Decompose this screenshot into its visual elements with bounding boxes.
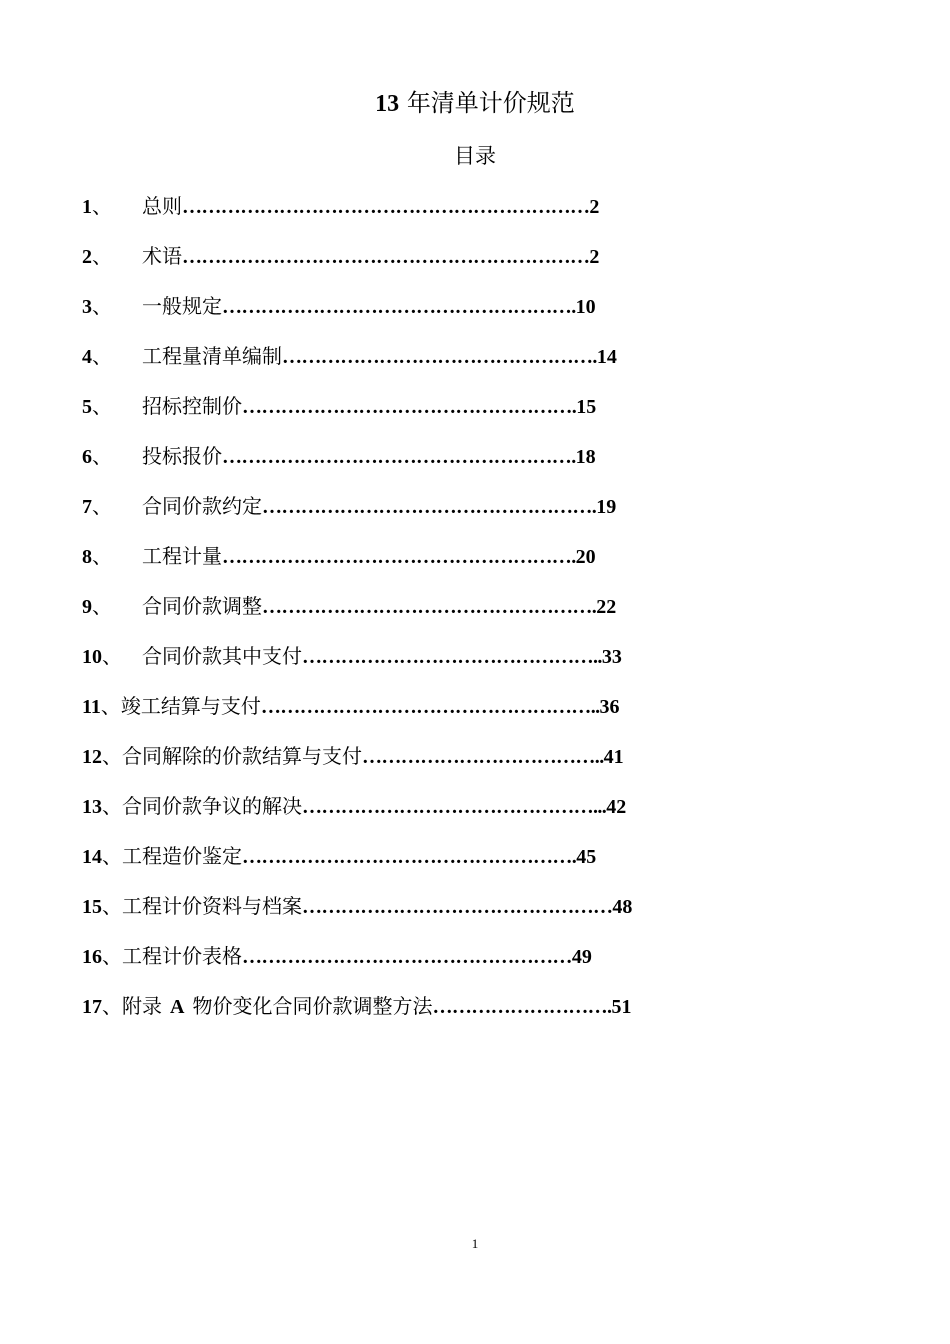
toc-entry-number: 6: [82, 446, 92, 468]
toc-entry-separator: 、: [92, 194, 112, 218]
toc-entry-separator: 、: [92, 444, 112, 468]
toc-entry-leader: ………………………………………………………: [182, 246, 590, 268]
toc-entry-label-appendix-letter: A: [170, 996, 185, 1018]
toc-entry-page: 18: [575, 446, 596, 468]
toc-entry[interactable]: [82, 390, 722, 440]
toc-entry-label: 总则: [142, 194, 182, 218]
toc-entry-separator: 、: [100, 694, 121, 718]
toc-entry-page: 20: [575, 546, 596, 568]
toc-entry-separator: 、: [92, 294, 112, 318]
toc-entry-number: 1: [82, 196, 92, 218]
toc-entry-page: 2: [589, 196, 600, 218]
toc-entry-page: 42: [606, 796, 627, 818]
toc-entry-number: 12: [82, 746, 102, 768]
toc-entry[interactable]: [82, 240, 722, 290]
toc-entry[interactable]: [82, 490, 722, 540]
toc-entry-leader: …………………………………………….: [242, 396, 577, 418]
toc-entry-label: 招标控制价: [142, 394, 242, 418]
toc-entry-separator: 、: [102, 744, 122, 768]
toc-entry-separator: 、: [92, 494, 112, 518]
toc-entry-number: 13: [82, 796, 102, 818]
toc-entry[interactable]: [82, 440, 722, 490]
toc-entry-number: 5: [82, 396, 92, 418]
toc-entry-separator: 、: [102, 944, 122, 968]
toc-entry[interactable]: [82, 740, 722, 790]
toc-entry-separator: 、: [92, 544, 112, 568]
toc-entry[interactable]: [82, 190, 722, 240]
toc-entry-number: 4: [82, 346, 92, 368]
toc-entry[interactable]: [82, 840, 722, 890]
title-text: 年清单计价规范: [406, 89, 575, 117]
toc-entry-separator: 、: [102, 794, 122, 818]
toc-entry-number: 17: [82, 996, 102, 1018]
toc-entry-number: 15: [82, 896, 102, 918]
toc-entry[interactable]: [82, 690, 722, 740]
toc-entry-page: 41: [603, 746, 624, 768]
toc-entry[interactable]: [82, 640, 722, 690]
toc-entry-page: 22: [596, 596, 617, 618]
toc-entry-label: 合同价款调整: [142, 594, 262, 618]
toc-entry-page: 14: [596, 346, 617, 368]
toc-entry-number: 8: [82, 546, 92, 568]
toc-entry-page: 15: [576, 396, 597, 418]
toc-entry-number: 10: [82, 646, 102, 668]
toc-entry-label: 一般规定: [142, 294, 222, 318]
toc-entry-separator: 、: [102, 894, 122, 918]
toc-entry-number: 14: [82, 846, 102, 868]
toc-entry-page: 10: [575, 296, 596, 318]
toc-entry-leader: ………………………………………….: [282, 346, 597, 368]
document-title: [0, 86, 950, 121]
toc-entry-label: 工程计量: [142, 544, 222, 568]
toc-entry-label: 竣工结算与支付: [120, 694, 261, 718]
toc-entry-leader: ……………………………………………..: [260, 696, 600, 718]
toc-entry-separator: 、: [92, 244, 112, 268]
toc-entry-label: 工程计价表格: [122, 944, 242, 968]
toc-entry-page: 2: [589, 246, 600, 268]
toc-entry-leader: …………………………………………: [302, 896, 613, 918]
toc-entry-page: 36: [599, 696, 620, 718]
toc-entry[interactable]: [82, 990, 722, 1040]
toc-entry-leader: ……………………………………………….: [222, 546, 576, 568]
toc-entry-separator: 、: [92, 344, 112, 368]
toc-entry-leader: ………………………………………..: [302, 646, 602, 668]
toc-entry-leader: …………………………………………….: [262, 596, 597, 618]
toc-entry-label: 工程量清单编制: [142, 344, 282, 368]
toc-entry-label: 合同价款争议的解决: [122, 794, 302, 818]
toc-entry-leader: ………………………………………...: [302, 796, 607, 818]
toc-entry-separator: 、: [102, 844, 122, 868]
toc-entry[interactable]: [82, 940, 722, 990]
toc-entry-number: 3: [82, 296, 92, 318]
toc-entry-label: 工程计价资料与档案: [122, 894, 302, 918]
toc-entry-leader: ……………………………………………….: [222, 446, 576, 468]
toc-entry[interactable]: [82, 340, 722, 390]
toc-entry[interactable]: [82, 590, 722, 640]
toc-entry-number: 11: [82, 696, 101, 718]
toc-entry-label: 工程造价鉴定: [122, 844, 242, 868]
toc-entry-number: 7: [82, 496, 92, 518]
toc-entry-leader: …………………………………………….: [242, 846, 577, 868]
toc-entry-page: 33: [601, 646, 622, 668]
toc-entry[interactable]: [82, 890, 722, 940]
toc-entry-label: 合同价款其中支付: [142, 644, 302, 668]
toc-entry-leader: ………………………………..: [362, 746, 604, 768]
toc-entry-separator: 、: [92, 394, 112, 418]
toc-entry-separator: 、: [102, 644, 122, 668]
toc-entry-leader: ……………………………………………: [242, 946, 572, 968]
toc-entry-separator: 、: [92, 594, 112, 618]
toc-entry-page: 49: [571, 946, 592, 968]
toc-entry-label: 物价变化合同价款调整方法: [192, 994, 433, 1018]
toc-entry[interactable]: [82, 290, 722, 340]
toc-entry-leader: ……………………………………………….: [222, 296, 576, 318]
toc-entry-page: 19: [596, 496, 617, 518]
toc-heading: 目录: [454, 144, 496, 168]
toc-entry-label: 合同价款约定: [142, 494, 262, 518]
toc-entry[interactable]: [82, 790, 722, 840]
toc-entry-page: 45: [576, 846, 597, 868]
toc-entry-page: 51: [611, 996, 632, 1018]
toc-entry-label: 合同解除的价款结算与支付: [122, 744, 362, 768]
toc-entry-label: 术语: [142, 244, 182, 268]
title-number: 13: [375, 91, 400, 117]
table-of-contents: [82, 190, 722, 1040]
toc-entry-separator: 、: [102, 994, 122, 1018]
toc-entry-number: 2: [82, 246, 92, 268]
toc-entry-number: 9: [82, 596, 92, 618]
toc-entry-leader: …………………………………………….: [262, 496, 597, 518]
toc-entry-number: 16: [82, 946, 102, 968]
toc-entry-label: 投标报价: [142, 444, 222, 468]
toc-entry-leader: ………………………………………………………: [182, 196, 590, 218]
page-number: 1: [471, 1236, 479, 1251]
toc-entry[interactable]: [82, 540, 722, 590]
toc-entry-page: 48: [612, 896, 633, 918]
toc-entry-label-prefix: 附录: [122, 994, 162, 1018]
toc-entry-leader: ……………………….: [432, 996, 612, 1018]
